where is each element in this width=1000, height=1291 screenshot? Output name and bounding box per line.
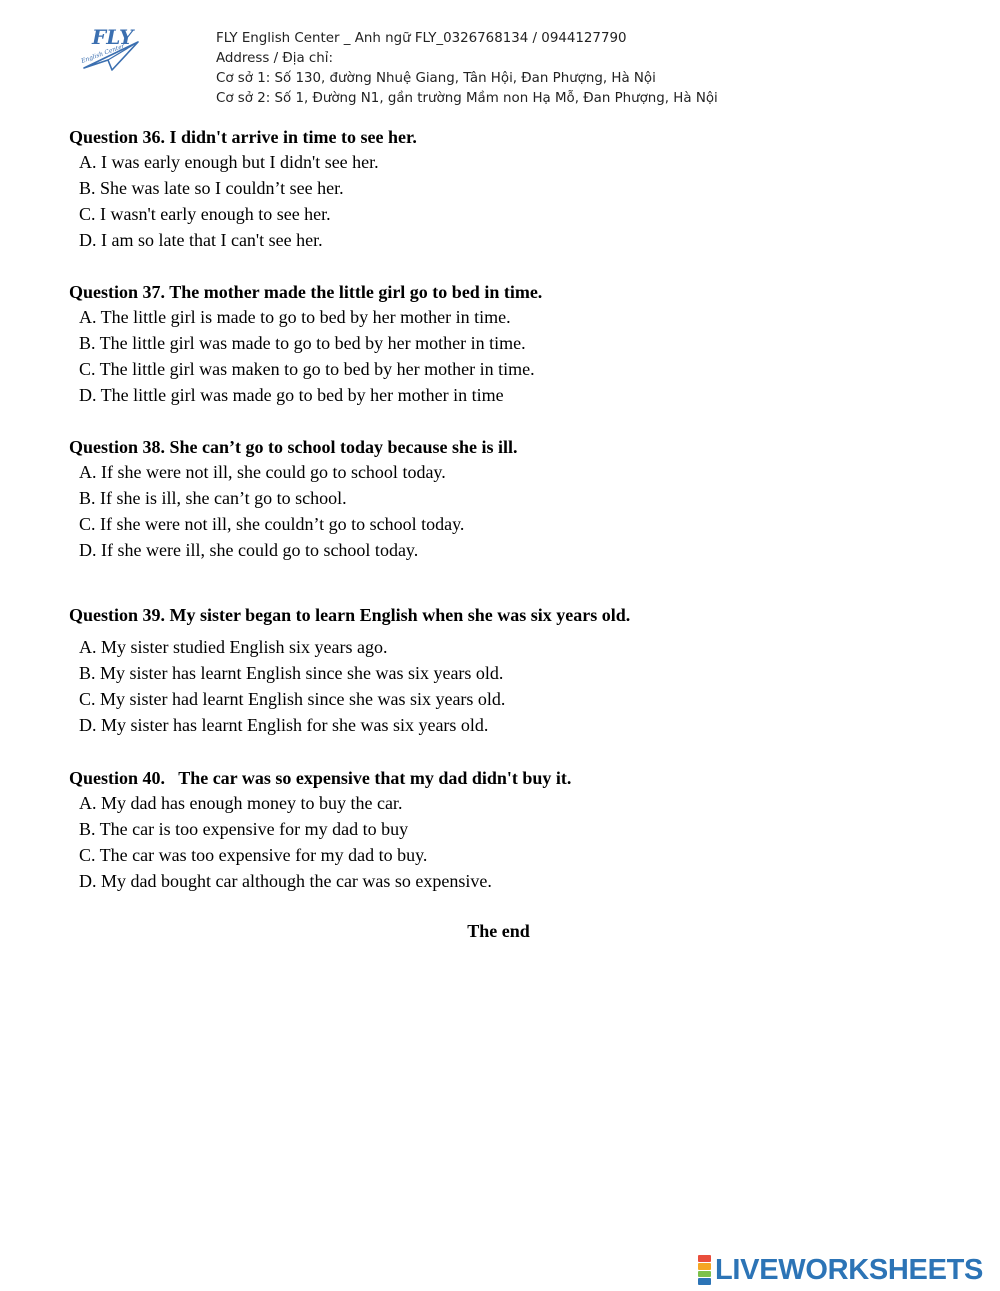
option-c: C. I wasn't early enough to see her.	[79, 203, 331, 224]
question-40	[69, 765, 571, 895]
option-c: C. The car was too expensive for my dad to buy.	[79, 844, 428, 865]
option-d: D. If she were ill, she could go to school today.	[79, 539, 419, 560]
option-b: B. She was late so I couldn’t see her.	[79, 177, 344, 198]
fly-logo	[78, 22, 144, 78]
option-b: B. The little girl was made to go to bed by her mother in time.	[79, 332, 526, 353]
option-c: C. The little girl was maken to go to bed by her mother in time.	[79, 358, 535, 379]
liveworksheets-watermark	[698, 1253, 983, 1287]
option-d: D. I am so late that I can't see her.	[79, 229, 323, 250]
the-end-label: The end	[467, 921, 530, 941]
question-39	[69, 602, 630, 739]
question-title: Question 40. The car was so expensive that my dad didn't buy it.	[69, 768, 572, 788]
question-37	[69, 279, 542, 409]
question-title: Question 39. My sister began to learn English when she was six years old.	[69, 605, 631, 625]
liveworksheets-icon	[698, 1255, 711, 1285]
option-c: C. If she were not ill, she couldn’t go to school today.	[79, 513, 465, 534]
option-b: B. The car is too expensive for my dad to buy	[79, 818, 409, 839]
option-d: D. The little girl was made go to bed by her mother in time	[79, 384, 504, 405]
logo-subtext: English Center	[80, 42, 126, 65]
header-line: Address / Địa chỉ:	[216, 51, 333, 66]
header-line: Cơ sở 2: Số 1, Đường N1, gần trường Mầm non Hạ Mỗ, Đan Phượng, Hà Nội	[216, 91, 718, 106]
question-title: Question 38. She can’t go to school today because she is ill.	[69, 437, 518, 457]
option-d: D. My dad bought car although the car was so expensive.	[79, 870, 492, 891]
option-a: A. I was early enough but I didn't see her.	[79, 152, 379, 172]
option-a: A. The little girl is made to go to bed by her mother in time.	[79, 307, 511, 327]
option-c: C. My sister had learnt English since she was six years old.	[79, 688, 506, 709]
header-line: FLY English Center _ Anh ngữ FLY_0326768134 / 0944127790	[216, 31, 627, 46]
option-b: B. My sister has learnt English since she was six years old.	[79, 662, 504, 683]
option-d: D. My sister has learnt English for she was six years old.	[79, 714, 489, 735]
option-a: A. My sister studied English six years ago.	[79, 637, 388, 657]
question-title: Question 37. The mother made the little girl go to bed in time.	[69, 282, 543, 302]
option-a: A. My dad has enough money to buy the car.	[79, 793, 403, 813]
logo-text: FLY	[92, 25, 134, 49]
question-title: Question 36. I didn't arrive in time to see her.	[69, 127, 417, 147]
option-b: B. If she is ill, she can’t go to school.	[79, 487, 347, 508]
question-38	[69, 434, 518, 564]
header-line: Cơ sở 1: Số 130, đường Nhuệ Giang, Tân Hội, Đan Phượng, Hà Nội	[216, 71, 656, 86]
liveworksheets-text: LIVEWORKSHEETS	[715, 1254, 984, 1286]
question-36	[69, 124, 417, 254]
header-contact	[216, 29, 718, 109]
option-a: A. If she were not ill, she could go to school today.	[79, 462, 446, 482]
